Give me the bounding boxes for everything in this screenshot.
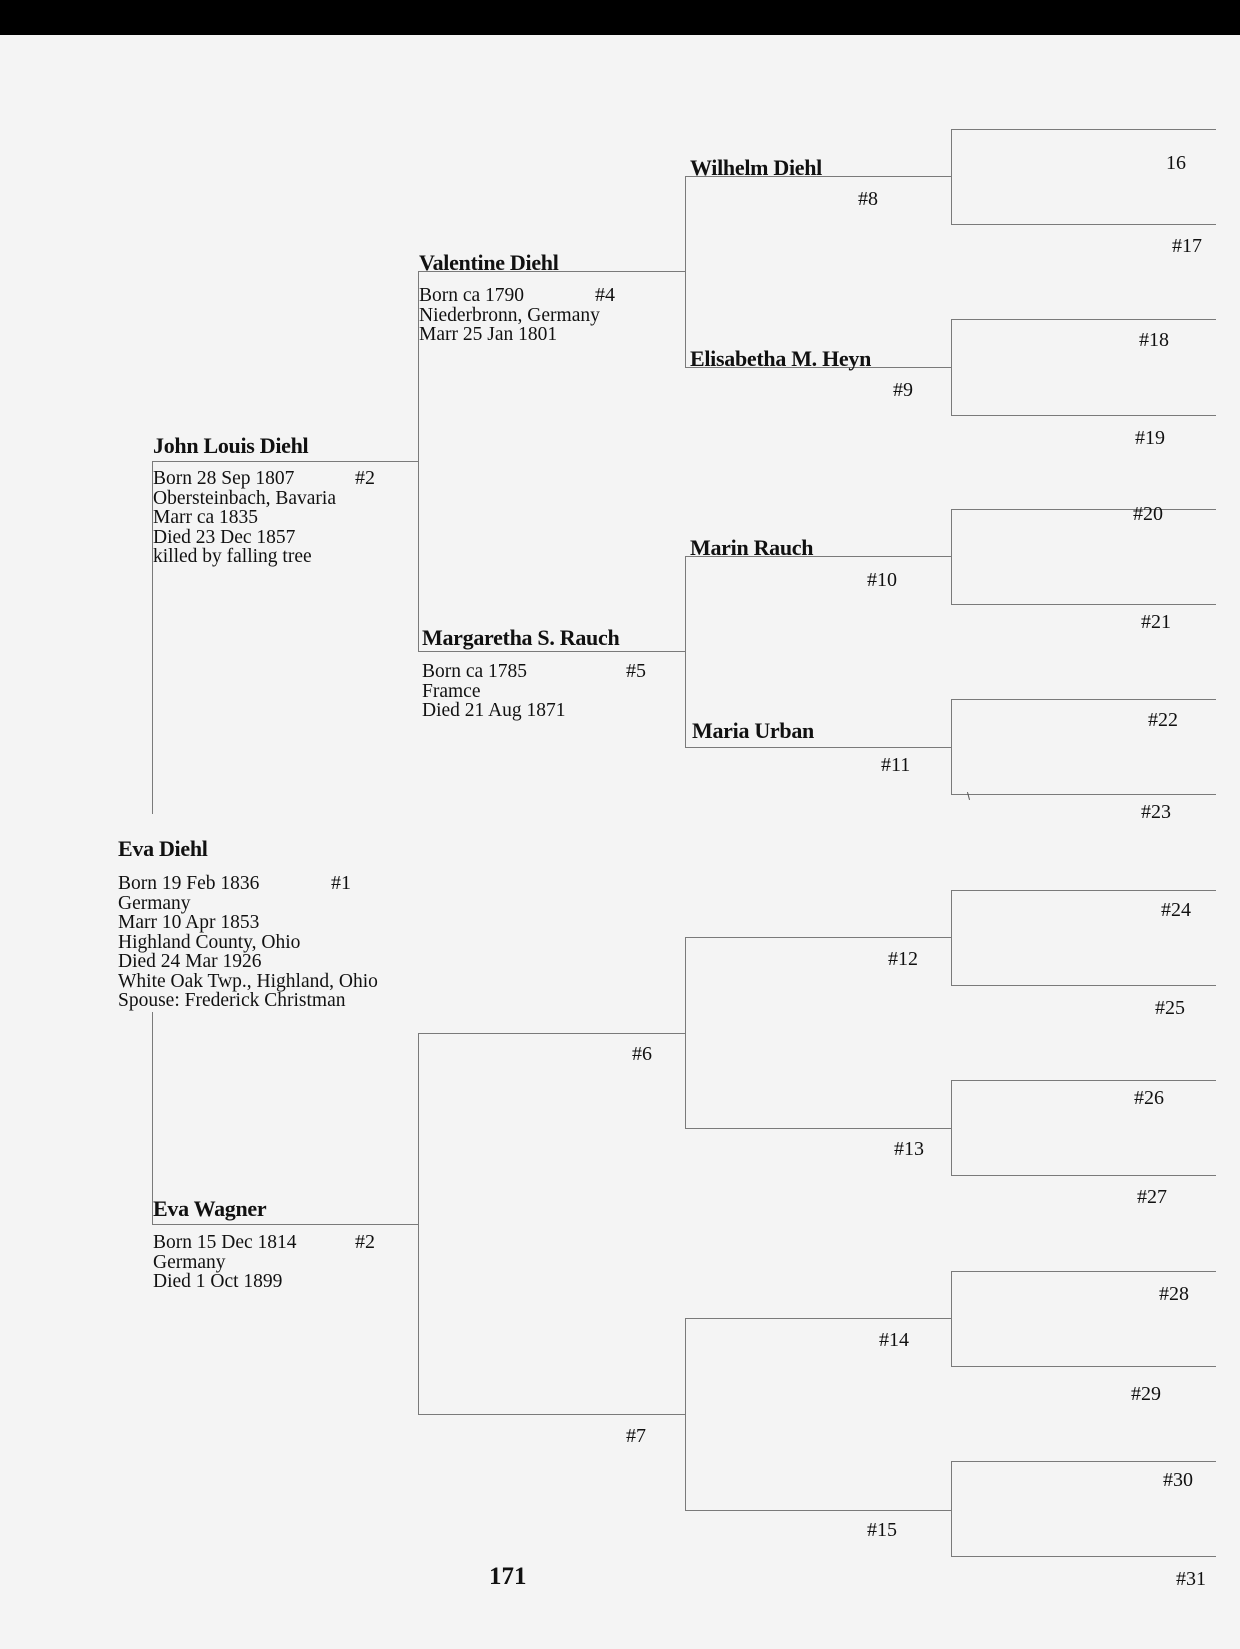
tree-line	[685, 556, 686, 747]
scan-top-border	[0, 0, 1240, 35]
tree-line	[685, 1318, 686, 1510]
ancestor-27-number: #27	[1137, 1186, 1167, 1208]
tree-line	[685, 1510, 951, 1511]
person-11-number: #11	[881, 754, 911, 776]
ancestor-23-number: #23	[1141, 801, 1171, 823]
tree-line	[951, 224, 1216, 225]
person-7-number: #7	[626, 1425, 646, 1447]
tree-line	[951, 509, 1216, 510]
tree-line	[951, 1175, 1216, 1176]
ancestor-17-number: #17	[1172, 235, 1202, 257]
tree-line	[951, 319, 952, 415]
detail-line: Germany	[153, 1251, 226, 1273]
person-8-name: Wilhelm Diehl	[690, 155, 822, 180]
person-10-name: Marin Rauch	[690, 535, 814, 560]
detail-line: Died 24 Mar 1926	[118, 951, 262, 972]
person-1-number: #1	[331, 872, 351, 894]
tree-line	[418, 1033, 419, 1414]
tree-line	[951, 1556, 1216, 1557]
tree-line	[951, 1461, 952, 1556]
page-number: 171	[489, 1563, 527, 1590]
ancestor-18-number: #18	[1139, 329, 1169, 351]
ancestor-29-number: #29	[1131, 1383, 1161, 1405]
tree-line	[951, 1366, 1216, 1367]
ancestor-24-number: #24	[1161, 899, 1191, 921]
person-12-number: #12	[888, 948, 918, 970]
person-1-details	[118, 874, 378, 1011]
tree-line	[951, 699, 1216, 700]
ancestor-30-number: #30	[1163, 1469, 1193, 1491]
person-5-name: Margaretha S. Rauch	[422, 625, 620, 650]
detail-line: Germany	[118, 892, 191, 914]
tree-line	[951, 1271, 952, 1366]
tree-line	[951, 129, 952, 224]
tree-line	[951, 1271, 1216, 1272]
tree-line	[951, 1461, 1216, 1462]
tree-line	[951, 890, 952, 985]
tree-line	[951, 699, 952, 794]
ancestor-28-number: #28	[1159, 1283, 1189, 1305]
tree-line	[951, 890, 1216, 891]
tree-line	[951, 1080, 1216, 1081]
ancestor-20-number: #20	[1133, 503, 1163, 525]
tree-line	[418, 1033, 685, 1034]
detail-line: Marr ca 1835	[153, 507, 259, 528]
detail-line: Died 21 Aug 1871	[422, 700, 566, 721]
tree-line	[685, 1128, 951, 1129]
person-5-number: #5	[626, 660, 646, 682]
tree-line	[685, 937, 951, 938]
detail-line: Niederbronn, Germany	[419, 304, 600, 326]
person-13-number: #13	[894, 1138, 924, 1160]
detail-line: Born 19 Feb 1836	[118, 873, 260, 894]
tree-line	[951, 319, 1216, 320]
person-14-number: #14	[879, 1329, 909, 1351]
tree-line	[152, 1224, 418, 1225]
ancestor-31-number: #31	[1176, 1568, 1206, 1590]
detail-line: Marr 10 Apr 1853	[118, 912, 260, 933]
tree-line	[951, 129, 1216, 130]
ancestor-25-number: #25	[1155, 997, 1185, 1019]
tree-line	[951, 985, 1216, 986]
person-9-number: #9	[893, 379, 913, 401]
person-5-details	[422, 662, 566, 721]
person-4-number: #4	[595, 284, 615, 306]
detail-line: Born ca 1790	[419, 285, 525, 306]
tree-line	[951, 415, 1216, 416]
tree-line	[685, 747, 951, 748]
detail-line: Marr 25 Jan 1801	[419, 324, 558, 345]
detail-line: Framce	[422, 680, 481, 702]
person-3-number: #2	[355, 1231, 375, 1253]
person-3-details	[153, 1233, 297, 1292]
ancestor-19-number: #19	[1135, 427, 1165, 449]
person-9-name: Elisabetha M. Heyn	[690, 346, 871, 371]
tree-line	[418, 651, 685, 652]
tree-line	[951, 1080, 952, 1175]
tree-line	[951, 794, 1216, 795]
person-3-name: Eva Wagner	[153, 1196, 267, 1221]
detail-line: Died 23 Dec 1857	[153, 526, 296, 548]
tree-line	[152, 461, 418, 462]
ancestor-22-number: #22	[1148, 709, 1178, 731]
tree-line	[685, 1318, 951, 1319]
detail-line: Spouse: Frederick Christman	[118, 990, 346, 1011]
tree-line	[418, 1414, 685, 1415]
person-4-details	[419, 286, 600, 345]
person-6-number: #6	[632, 1043, 652, 1065]
person-15-number: #15	[867, 1519, 897, 1541]
tree-line	[951, 509, 952, 604]
person-1-name: Eva Diehl	[118, 836, 208, 861]
person-2-details	[153, 469, 336, 567]
tree-line	[152, 1012, 153, 1224]
ancestor-16-number: 16	[1166, 152, 1186, 174]
detail-line: Born 15 Dec 1814	[153, 1232, 297, 1253]
person-2-number: #2	[355, 467, 375, 489]
detail-line: White Oak Twp., Highland, Ohio	[118, 970, 378, 992]
person-11-name: Maria Urban	[692, 718, 814, 743]
tree-line	[685, 176, 686, 367]
detail-line: Died 1 Oct 1899	[153, 1271, 283, 1292]
tree-line	[951, 604, 1216, 605]
person-10-number: #10	[867, 569, 897, 591]
person-2-name: John Louis Diehl	[153, 433, 309, 458]
ancestor-26-number: #26	[1134, 1087, 1164, 1109]
ancestor-21-number: #21	[1141, 611, 1171, 633]
detail-line: Highland County, Ohio	[118, 931, 301, 953]
detail-line: Born 28 Sep 1807	[153, 468, 295, 489]
detail-line: Obersteinbach, Bavaria	[153, 487, 337, 509]
person-8-number: #8	[858, 188, 878, 210]
tree-line	[685, 937, 686, 1128]
detail-line: killed by falling tree	[153, 546, 312, 567]
detail-line: Born ca 1785	[422, 661, 528, 682]
person-4-name: Valentine Diehl	[419, 250, 559, 275]
